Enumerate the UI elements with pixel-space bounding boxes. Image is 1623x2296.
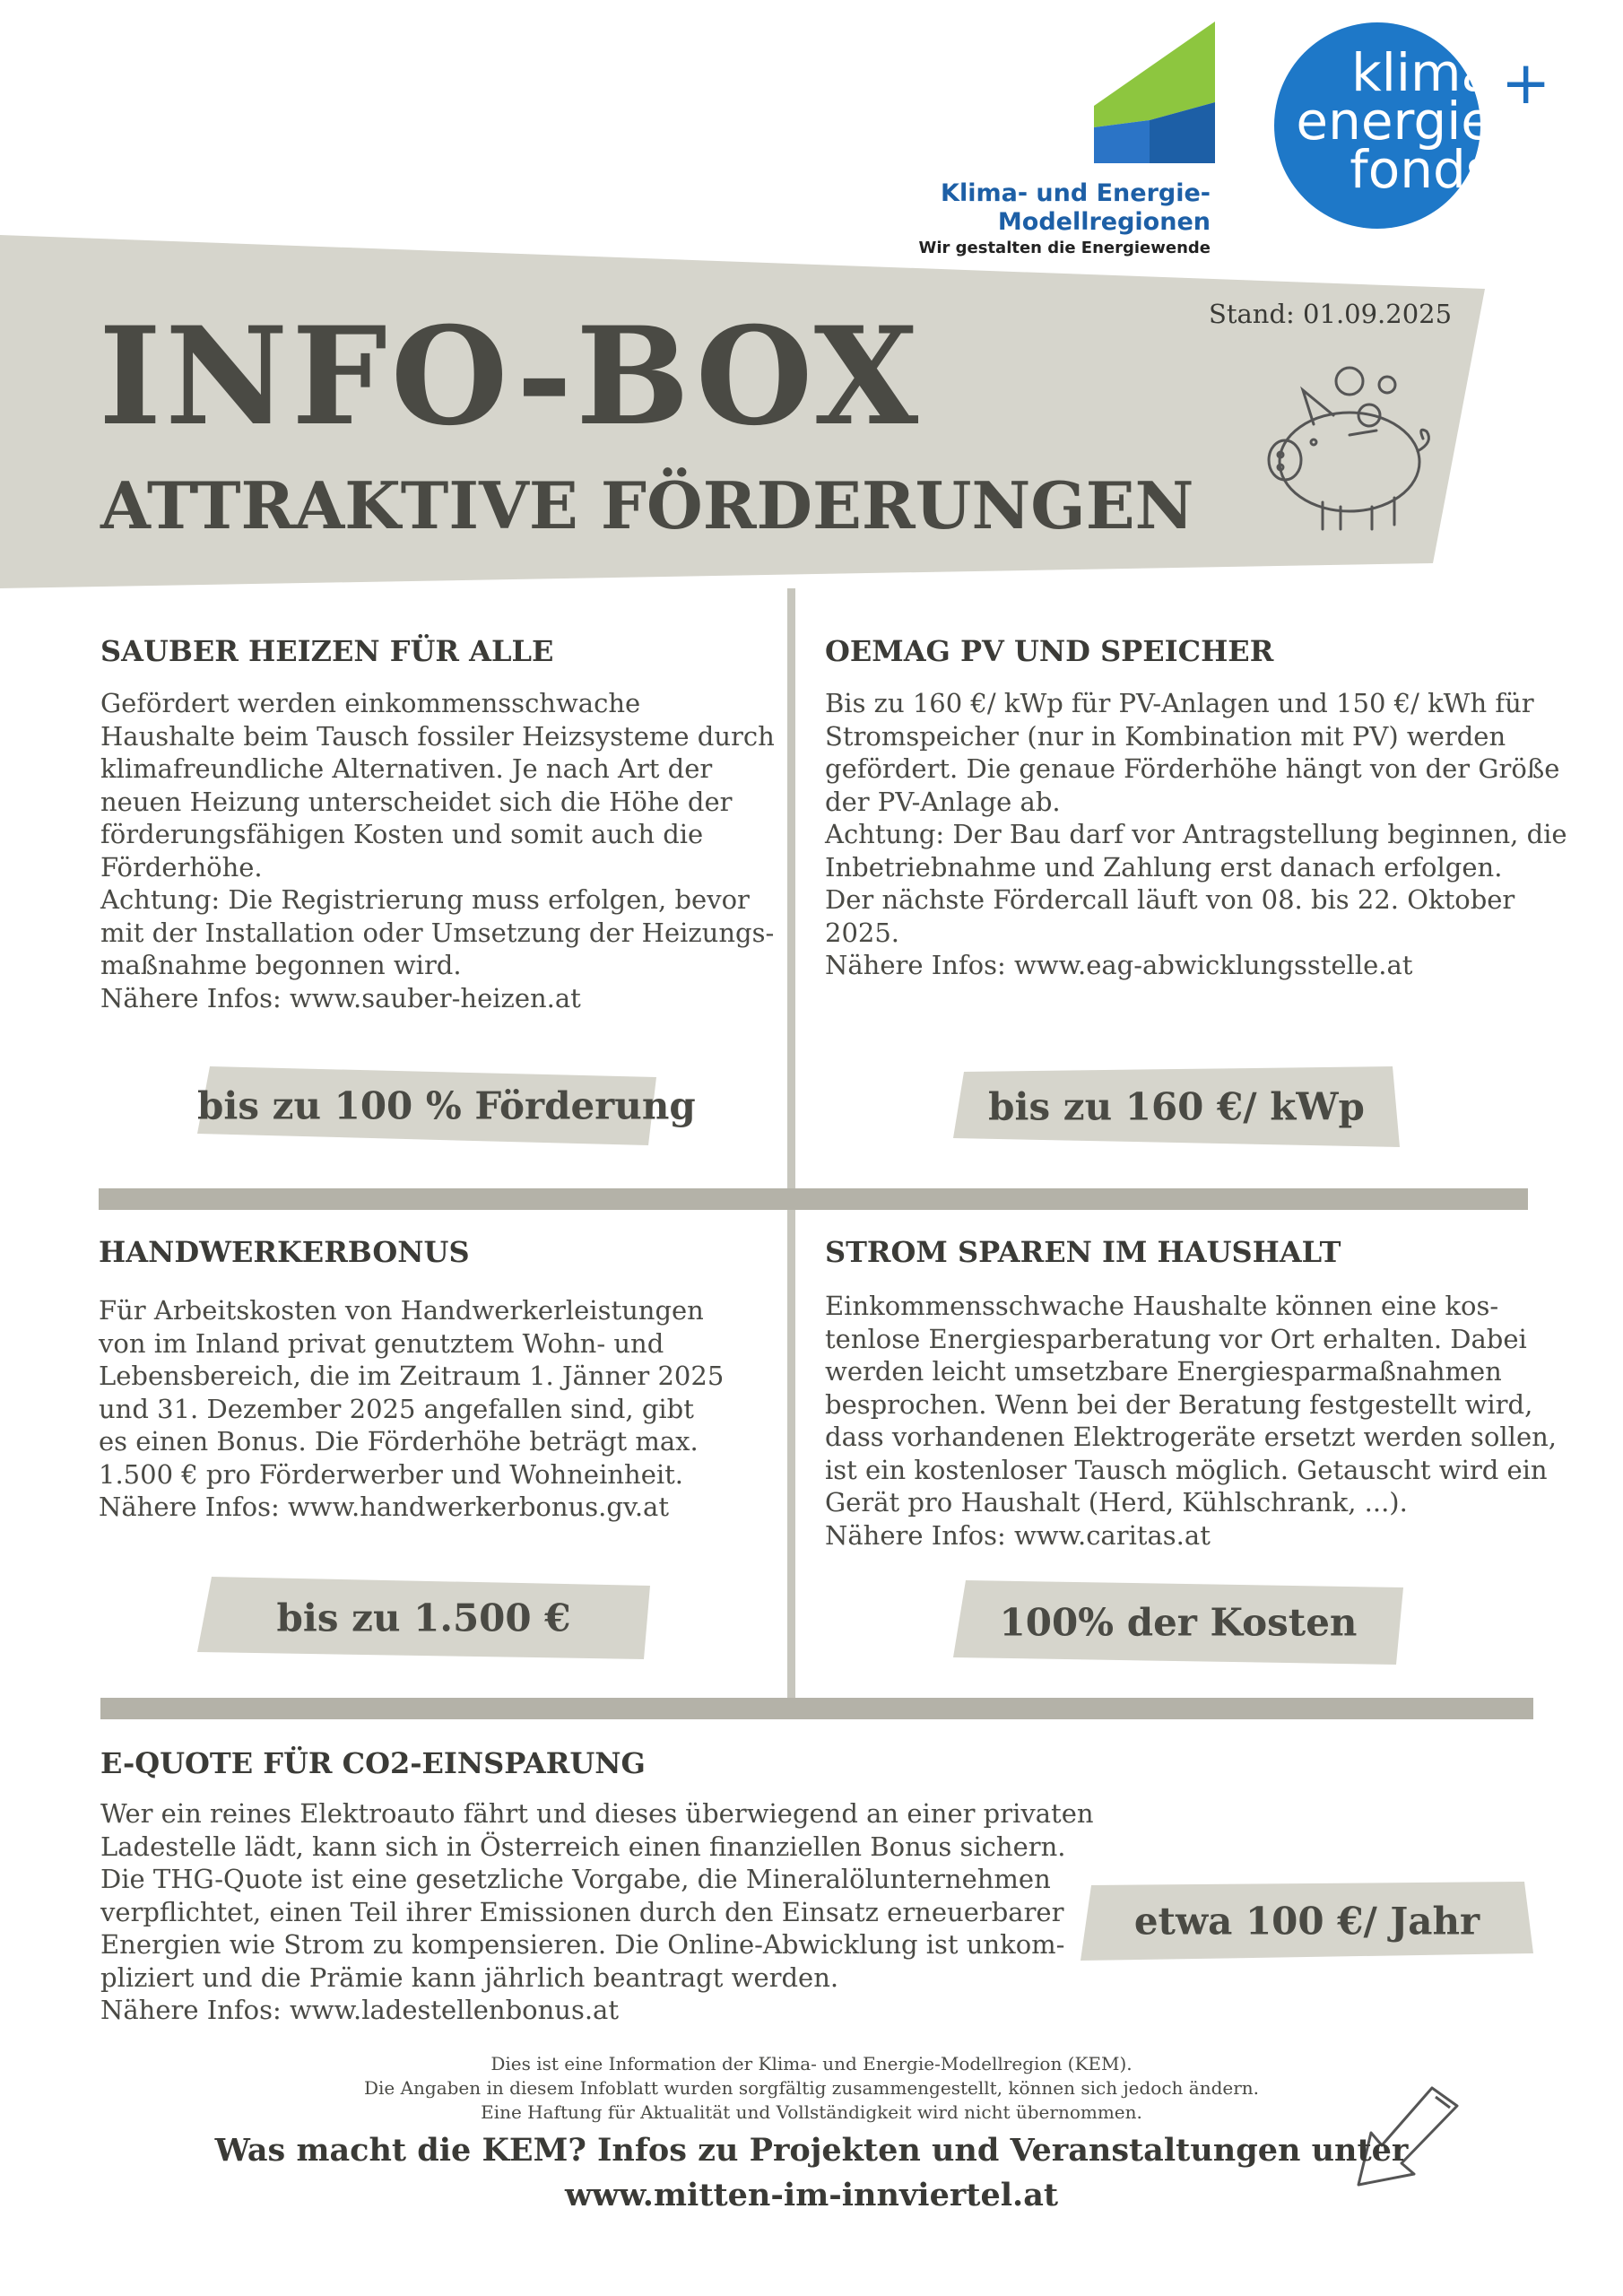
section-text-e-quote: Wer ein reines Elektroauto fährt und dieses überwiegend an einer privaten Ladestelle lädt, kann sich in Österreich einen finanziellen Bonus sichern. Die THG-Quote ist eine gesetzliche Vorgabe, die Mineralölunternehmen verpflichtet, einen Teil ihrer Emissionen durch den Einsatz erneuerbarer Energien wie Strom zu kompensieren. Die Online-Abwicklung ist unkom- pliziert und die Prämie kann jährlich beantragt werden. Nähere Infos: www.ladestellenbonus.at bbox=[100, 1798, 1094, 2025]
section-heading-sauber-heizen: SAUBER HEIZEN FÜR ALLE bbox=[100, 634, 554, 668]
kem-logo-tagline: Wir gestalten die Energiewende bbox=[918, 239, 1211, 257]
kem-logo bbox=[918, 20, 1219, 257]
kem-logo-line2: Modellregionen bbox=[997, 208, 1211, 236]
kef-logo-line2: energie bbox=[1296, 91, 1493, 152]
badge-strom-sparen bbox=[953, 1580, 1403, 1665]
section-heading-handwerkerbonus: HANDWERKERBONUS bbox=[99, 1235, 470, 1269]
page-title: INFO-BOX bbox=[99, 298, 923, 456]
page-subtitle: ATTRAKTIVE FÖRDERUNGEN bbox=[100, 467, 1194, 544]
section-text-handwerkerbonus: Für Arbeitskosten von Handwerkerleistungen von im Inland privat genutztem Wohn- und Lebensbereich, die im Zeitraum 1. Jänner 2025 und 31. Dezember 2025 angefallen sind, gibt es einen Bonus. Die Förderhöhe beträgt max. 1.500 € pro Förderwerber und Wohneinheit. Nähere Infos: www.handwerkerbonus.gv.at bbox=[99, 1295, 725, 1522]
horizontal-divider-1 bbox=[99, 1188, 1528, 1210]
footer-website-link[interactable]: www.mitten-im-innviertel.at bbox=[564, 2177, 1059, 2213]
klimaenergiefonds-logo bbox=[1271, 20, 1551, 231]
badge-sauber-heizen bbox=[197, 1066, 696, 1145]
section-heading-e-quote: E-QUOTE FÜR CO2-EINSPARUNG bbox=[100, 1746, 646, 1780]
kem-logo-line1: Klima- und Energie- bbox=[941, 179, 1211, 207]
disclaimer-line3: Eine Haftung für Aktualität und Vollständigkeit wird nicht übernommen. bbox=[481, 2101, 1142, 2123]
badge-strom-sparen-label: 100% der Kosten bbox=[999, 1600, 1358, 1645]
vertical-divider bbox=[787, 588, 795, 1700]
section-heading-oemag: OEMAG PV UND SPEICHER bbox=[825, 634, 1274, 668]
stand-date: Stand: 01.09.2025 bbox=[1209, 299, 1453, 329]
section-heading-strom-sparen: STROM SPAREN IM HAUSHALT bbox=[825, 1235, 1341, 1269]
badge-oemag bbox=[953, 1066, 1400, 1147]
disclaimer-line1: Dies ist eine Information der Klima- und Energie-Modellregion (KEM). bbox=[490, 2053, 1133, 2074]
horizontal-divider-2 bbox=[100, 1698, 1533, 1719]
kef-logo-line1: klima bbox=[1351, 42, 1493, 103]
badge-oemag-label: bis zu 160 €/ kWp bbox=[988, 1084, 1365, 1129]
kef-plus-icon: + bbox=[1501, 48, 1551, 117]
footer-line1: Was macht die KEM? Infos zu Projekten und Veranstaltungen unter bbox=[214, 2132, 1409, 2169]
section-text-sauber-heizen: Gefördert werden einkommensschwache Haushalte beim Tausch fossiler Heizsysteme durch klimafreundliche Alternativen. Je nach Art der neuen Heizung unterscheidet sich die Höhe der förderungsfähigen Kosten und somit auch die Förderhöhe. Achtung: Die Registrierung muss erfolgen, bevor mit der Installation oder Umsetzung der Heizungs- maßnahme begonnen wird. Nähere Infos: www.sauber-heizen.at bbox=[100, 688, 775, 1013]
section-text-oemag: Bis zu 160 €/ kWp für PV-Anlagen und 150 €/ kWh für Stromspeicher (nur in Kombination mit PV) werden gefördert. Die genaue Förderhöhe hängt von der Größe der PV-Anlage ab. Achtung: Der Bau darf vor Antragstellung beginnen, die Inbetriebnahme und Zahlung erst danach erfolgen. Der nächste Fördercall läuft von 08. bis 22. Oktober 2025. Nähere Infos: www.eag-abwicklungsstelle.at bbox=[825, 688, 1567, 980]
badge-sauber-heizen-label: bis zu 100 % Förderung bbox=[197, 1083, 696, 1128]
piggy-bank-icon bbox=[1251, 345, 1448, 543]
badge-handwerkerbonus bbox=[197, 1577, 650, 1659]
disclaimer-line2: Die Angaben in diesem Infoblatt wurden sorgfältig zusammengestellt, können sich jedoch ändern. bbox=[363, 2077, 1260, 2099]
badge-e-quote bbox=[1081, 1882, 1533, 1961]
section-text-strom-sparen: Einkommensschwache Haushalte können eine kos- tenlose Energiesparberatung vor Ort erhalten. Dabei werden leicht umsetzbare Energiesparmaßnahmen besprochen. Wenn bei der Beratung festgestellt wird, dass vorhandenen Elektrogeräte ersetzt werden sollen, ist ein kostenloser Tausch möglich. Getauscht wird ein Gerät pro Haushalt (Herd, Kühlschrank, ...). Nähere Infos: www.caritas.at bbox=[825, 1291, 1558, 1551]
footer bbox=[0, 2128, 1623, 2218]
kef-logo-line3: fonds bbox=[1350, 139, 1493, 200]
badge-handwerkerbonus-label: bis zu 1.500 € bbox=[276, 1596, 571, 1640]
badge-e-quote-label: etwa 100 €/ Jahr bbox=[1133, 1899, 1480, 1944]
